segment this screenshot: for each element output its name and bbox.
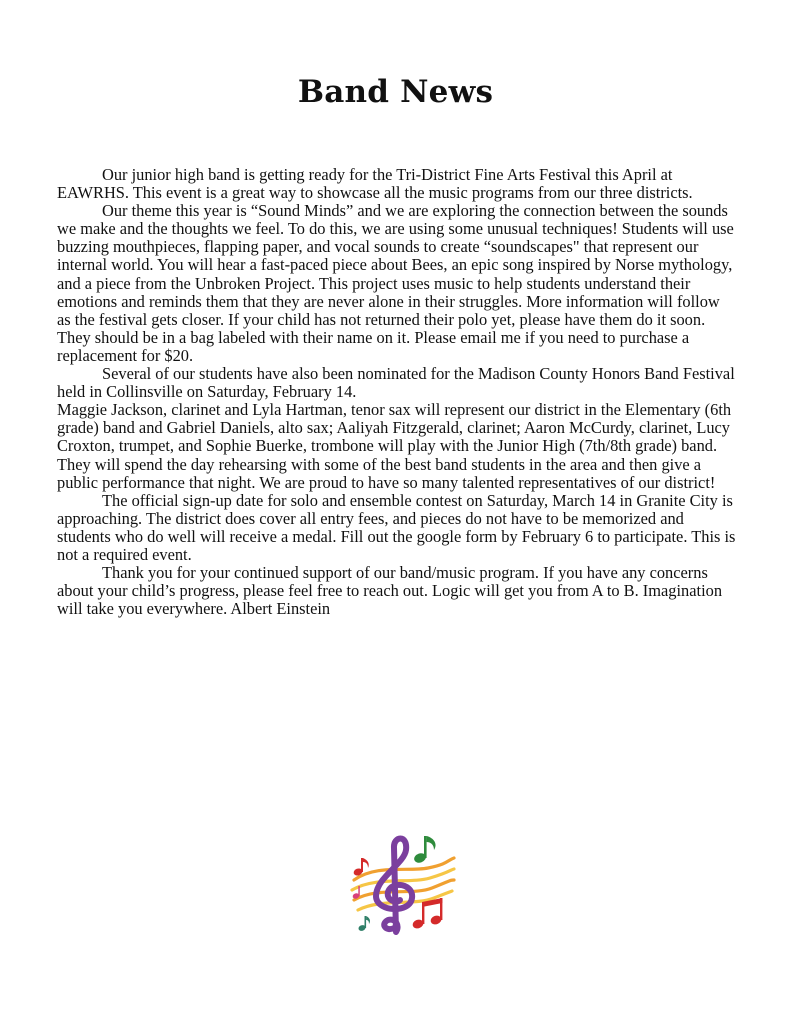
note-green bbox=[413, 836, 436, 864]
article-body bbox=[57, 166, 737, 618]
paragraph-honors-band: Several of our students have also been nominated for the Madison County Honors Band Festival held in Collinsville on Saturday, February 14. bbox=[57, 364, 735, 402]
treble-clef bbox=[376, 839, 412, 933]
paragraph-theme: Our theme this year is “Sound Minds” and we are exploring the connection between the sounds we make and the thoughts we feel. To do this, we are using some unusual techniques! Students will use buzzing mouthpieces, flapping paper, and vocal sounds to create “soundscapes" that represent our internal world. You will hear a fast-paced piece about Bees, an epic song inspired by Norse mythology, and a piece from the Unbroken Project. This project uses music to help students understand their emotions and reminds them that they are never alone in their struggles. More information will follow as the festival gets closer. If your child has not returned their polo yet, please have them do it soon. They should be in a bag labeled with their name on it. Please email me if you need to purchase a replacement for $20. bbox=[57, 201, 734, 365]
page-title: Band News bbox=[297, 74, 494, 110]
paragraph-solo-ensemble: The official sign-up date for solo and ensemble contest on Saturday, March 14 in Granite City is approaching. The district does cover all entry fees, and pieces do not have to be memorized and students who do well will receive a medal. Fill out the google form by February 6 to participate. This is not a required event. bbox=[57, 490, 736, 564]
paragraph-festival: Our junior high band is getting ready for the Tri-District Fine Arts Festival this April at EAWRHS. This event is a great way to showcase all the music programs from our three districts. bbox=[57, 165, 693, 203]
paragraph-thank-you: Thank you for your continued support of our band/music program. If you have any concerns about your child’s progress, please feel free to reach out. Logic will get you from A to B. Imagination will take you everywhere. Albert Einstein bbox=[57, 563, 723, 619]
paragraph-students: Maggie Jackson, clarinet and Lyla Hartman, tenor sax will represent our district in the Elementary (6th grade) band and Gabriel Daniels, alto sax; Aaliyah Fitzgerald, clarinet; Aaron McCurdy, clarinet, Lucy Croxton, trumpet, and Sophie Buerke, trombone will play with the Junior High (7th/8th grade) band. They will spend the day rehearsing with some of the best band students in the area and then give a public performance that night. We are proud to have so many talented representatives of our district! bbox=[57, 400, 732, 492]
music-notes-icon bbox=[348, 828, 458, 940]
note-teal-small bbox=[358, 916, 370, 932]
